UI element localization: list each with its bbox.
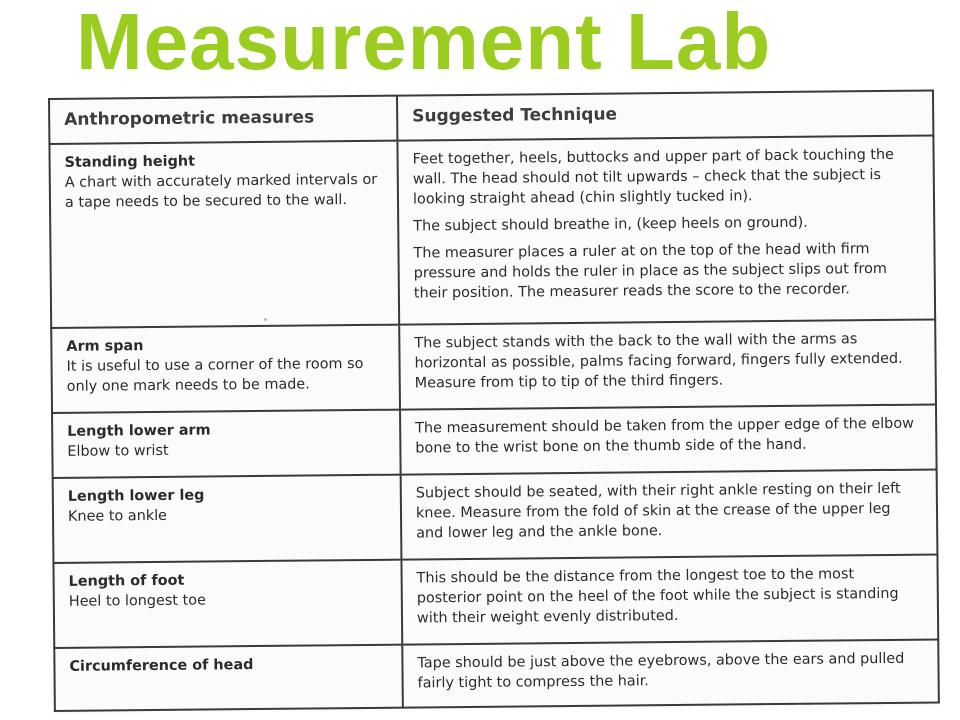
technique-cell (399, 320, 936, 410)
page-title: Measurement Lab (76, 0, 772, 86)
technique-cell (397, 136, 935, 325)
technique-cell (400, 405, 937, 475)
table-row (51, 320, 936, 414)
anthropometric-table (48, 89, 940, 711)
technique-text: The subject stands with the back to the wall with the arms as horizontal as possible, palms facing forward, fingers fully extended. Measure from tip to tip of the third fingers. (414, 331, 903, 392)
measure-name: Length lower leg (67, 487, 205, 505)
measure-cell (51, 325, 400, 413)
table-row (49, 136, 935, 329)
technique-text: The measurer places a ruler at on the top of the head with firm pressure and holds the ruler in place as the subject slips out from their position. The measurer reads the score to the recorder. (413, 241, 887, 302)
technique-text: Subject should be seated, with their right ankle resting on their left knee. Measure from the fold of skin at the crease of the upper leg and lower leg and the ankle bone. (415, 480, 901, 542)
measure-cell (53, 475, 402, 563)
measure-cell (53, 560, 402, 648)
measure-description: It is useful to use a corner of the room so only one mark needs to be made. (66, 356, 364, 396)
scan-speck (264, 318, 267, 321)
measure-cell (54, 645, 403, 711)
measure-description: Elbow to wrist (67, 443, 169, 461)
measure-name: Standing height (64, 153, 196, 171)
measure-name: Arm span (66, 338, 144, 356)
technique-text: The measurement should be taken from the upper edge of the elbow bone to the wrist bone on the thumb side of the hand. (415, 416, 914, 457)
measure-name: Circumference of head (69, 657, 254, 676)
measure-cell (49, 141, 399, 329)
measure-cell (52, 410, 401, 478)
technique-text: Feet together, heels, buttocks and upper part of back touching the wall. The head should not tilt upwards – check that the subject is looking straight ahead (chin slightly tucked in). (412, 146, 895, 208)
technique-text: The subject should breathe in, (keep heels on ground). (413, 214, 808, 235)
technique-cell (402, 640, 939, 708)
table-row (54, 640, 939, 711)
scanned-table-sheet (48, 89, 940, 713)
measure-description: Heel to longest toe (68, 592, 206, 610)
table-row (53, 470, 938, 564)
technique-text: Tape should be just above the eyebrows, above the ears and pulled fairly tight to compress the hair. (417, 651, 905, 692)
table-row (52, 405, 937, 478)
technique-text: This should be the distance from the longest toe to the most posterior point on the heel of the foot while the subject is standing with their weight evenly distributed. (416, 566, 899, 627)
header-measures: Anthropometric measures (49, 96, 397, 144)
measure-description: Knee to ankle (67, 507, 168, 525)
technique-cell (401, 555, 938, 645)
table-row (53, 555, 938, 649)
header-technique: Suggested Technique (397, 91, 933, 141)
measure-name: Length lower arm (67, 422, 211, 441)
measure-name: Length of foot (68, 572, 185, 590)
measure-description: A chart with accurately marked intervals or a tape needs to be secured to the wall. (64, 171, 378, 211)
technique-cell (401, 470, 938, 560)
